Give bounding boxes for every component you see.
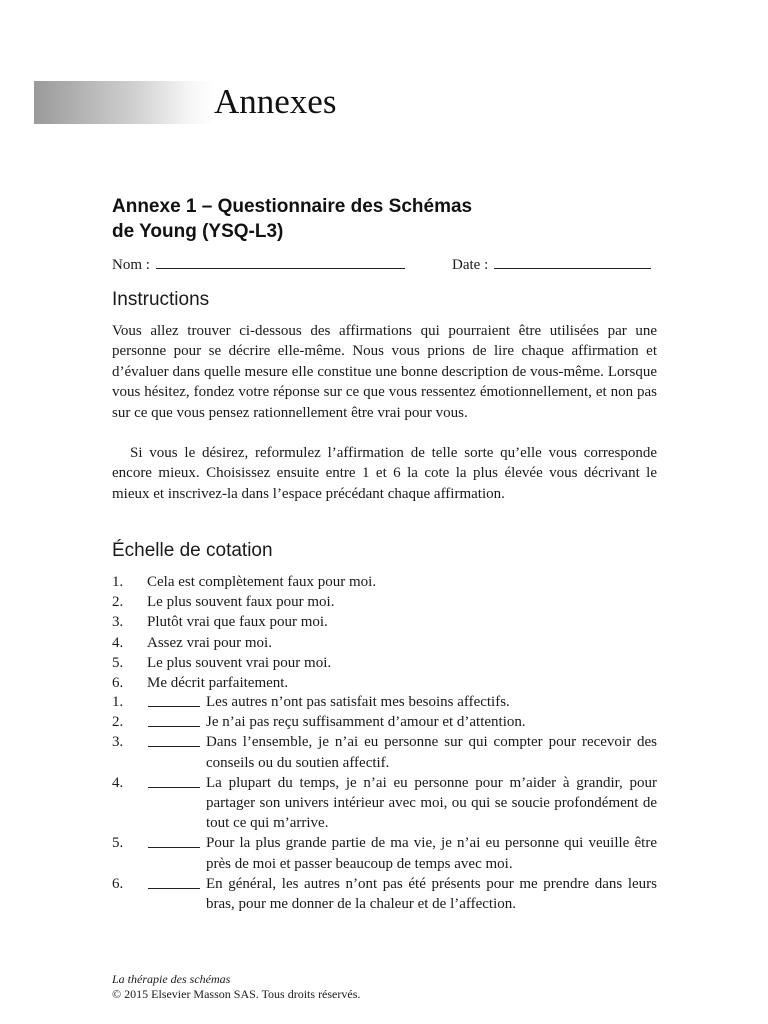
- scale-item-text: Plutôt vrai que faux pour moi.: [147, 614, 328, 631]
- answer-blank[interactable]: [148, 713, 200, 727]
- name-field: [112, 254, 405, 274]
- scale-item-text: Cela est complètement faux pour moi.: [147, 574, 377, 590]
- scale-item: [112, 612, 657, 632]
- footer-copyright: © 2015 Elsevier Masson SAS. Tous droits réservés.: [112, 987, 361, 1001]
- question-number: 2.: [112, 714, 124, 731]
- question-text: Je n’ai pas reçu suffisamment d’amour et d’attention.: [206, 714, 526, 731]
- answer-blank[interactable]: [148, 774, 200, 788]
- scale-item-number: 1.: [112, 574, 124, 590]
- question-text: La plupart du temps, je n’ai eu personne pour m’aider à grandir, pour partager son univers intérieur avec moi, ou qui se soucie profondément de tout ce qui m’arrive.: [206, 774, 657, 832]
- annex-title-line2: de Young (YSQ-L3): [112, 221, 284, 242]
- question-text: En général, les autres n’ont pas été présents pour me prendre dans leurs bras, pour me donner de la chaleur et de l’affection.: [206, 875, 657, 913]
- name-blank-line[interactable]: [156, 254, 405, 269]
- annex-title: [112, 194, 652, 244]
- questionnaire-items: [112, 692, 657, 914]
- scale-item-number: 4.: [112, 634, 124, 651]
- question-item: [112, 833, 657, 873]
- instructions-paragraph-2: Si vous le désirez, reformulez l’affirmation de telle sorte qu’elle vous corresponde encore mieux. Choisissez ensuite entre 1 et 6 la cote la plus élevée vous décrivant le mieux et inscrivez-la dans l’espace précédant chaque affirmation.: [112, 445, 657, 502]
- answer-blank[interactable]: [148, 834, 200, 848]
- answer-blank[interactable]: [148, 875, 200, 889]
- answer-blank[interactable]: [148, 733, 200, 747]
- question-number: 5.: [112, 835, 124, 852]
- question-item: [112, 732, 657, 772]
- annex-title-line1: Annexe 1 – Questionnaire des Schémas: [112, 196, 473, 217]
- question-item: [112, 874, 657, 914]
- scale-item: [112, 572, 657, 592]
- question-text: Les autres n’ont pas satisfait mes besoins affectifs.: [206, 694, 510, 710]
- question-number: 1.: [112, 694, 124, 710]
- question-number: 6.: [112, 875, 124, 892]
- date-blank-line[interactable]: [494, 254, 651, 269]
- question-item: [112, 712, 657, 732]
- footer-book-title: La thérapie des schémas: [112, 972, 231, 986]
- scale-item-number: 2.: [112, 594, 124, 611]
- scale-item-text: Le plus souvent faux pour moi.: [147, 594, 335, 611]
- question-item: [112, 773, 657, 834]
- date-label: Date :: [452, 257, 489, 273]
- question-number: 4.: [112, 774, 124, 791]
- scale-heading: Échelle de cotation: [112, 540, 273, 561]
- chapter-title: Annexes: [214, 82, 337, 121]
- scale-item: [112, 653, 657, 673]
- instructions-paragraph-1: Vous allez trouver ci-dessous des affirmations qui pourraient être utilisées par une personne pour se décrire elle-même. Nous vous prions de lire chaque affirmation et d’évaluer dans quelle mesure elle constitue une bonne description de vous-même. Lorsque vous hésitez, fondez votre réponse sur ce que vous ressentez émotionnellement, et non pas sur ce que vous pensez rationnellement être vrai pour vous.: [112, 323, 657, 421]
- scale-item-number: 6.: [112, 675, 124, 692]
- answer-blank[interactable]: [148, 693, 200, 707]
- scale-item: [112, 673, 657, 693]
- rating-scale-list: [112, 572, 657, 693]
- page-footer: [112, 972, 360, 1002]
- scale-item-text: Le plus souvent vrai pour moi.: [147, 654, 332, 671]
- header-gradient-band: [34, 81, 214, 124]
- question-text: Dans l’ensemble, je n’ai eu personne sur qui compter pour recevoir des conseils ou du soutien affectif.: [206, 734, 657, 771]
- date-field: [452, 254, 651, 274]
- scale-item-text: Assez vrai pour moi.: [147, 634, 272, 651]
- scale-item-text: Me décrit parfaitement.: [147, 675, 289, 692]
- question-number: 3.: [112, 734, 124, 751]
- question-item: [112, 692, 657, 712]
- name-label: Nom :: [112, 257, 150, 273]
- scale-item-number: 3.: [112, 614, 124, 631]
- identity-fields: [112, 254, 657, 276]
- scale-item: [112, 592, 657, 612]
- instructions-heading: Instructions: [112, 289, 210, 310]
- scale-item: [112, 633, 657, 653]
- scale-item-number: 5.: [112, 654, 124, 671]
- question-text: Pour la plus grande partie de ma vie, je n’ai eu personne qui veuille être près de moi et passer beaucoup de temps avec moi.: [206, 835, 657, 872]
